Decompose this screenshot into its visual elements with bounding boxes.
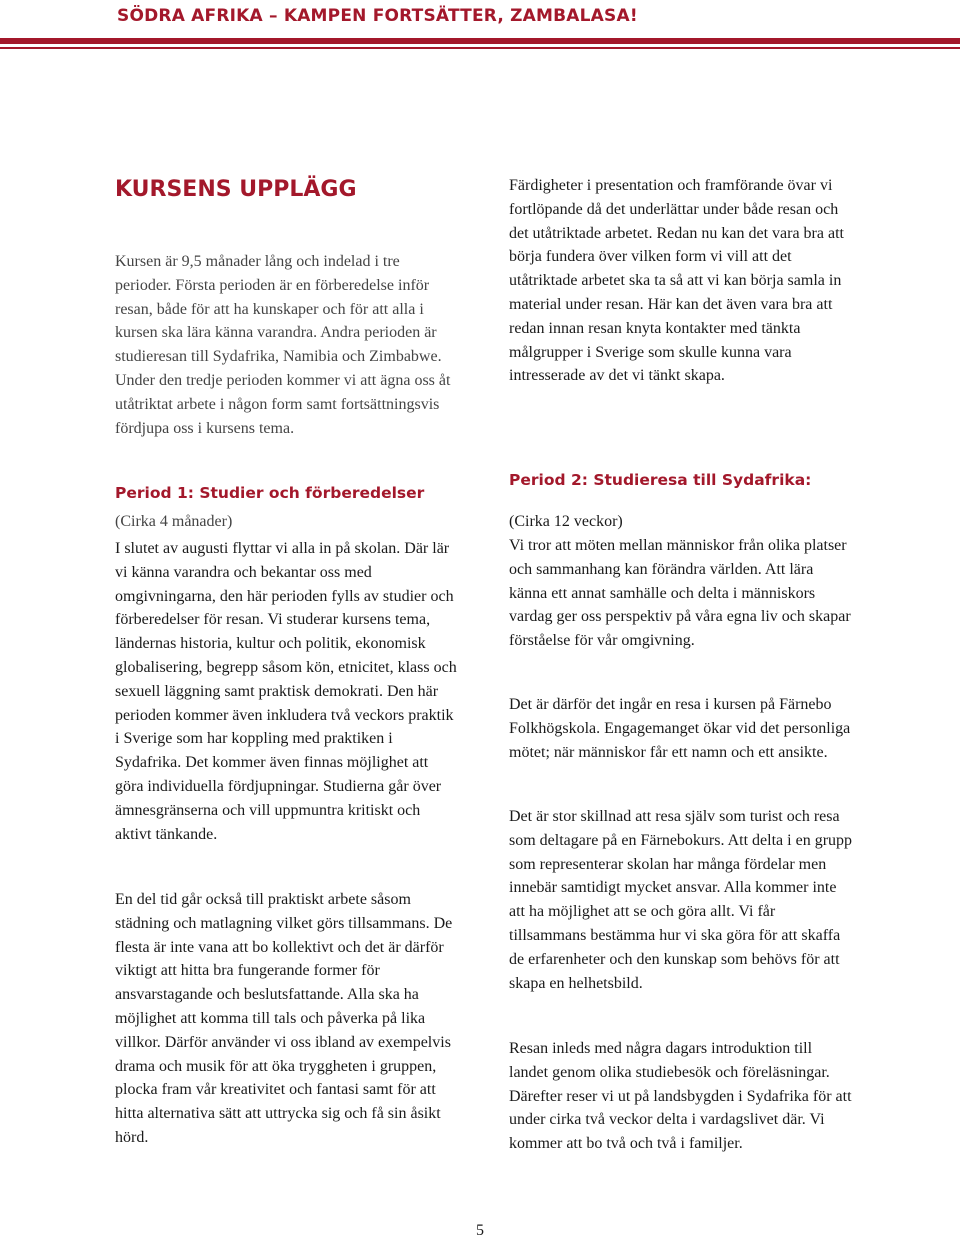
period2-paragraph-3: Det är stor skillnad att resa själv som turist och resa som deltagare på en Färnebokurs. Att delta i en grupp som representerar skolan har många fördelar men innebär samtidigt mycket ansvar. Alla kommer inte att ha möjlighet att se och göra allt. Vi får tillsammans bestämma hur vi ska göra för att skaffa de erfarenheter och den kunskap som behövs för att skapa en helhetsbild. bbox=[509, 808, 853, 992]
period2-duration: (Cirka 12 veckor) bbox=[509, 513, 623, 530]
page-header bbox=[0, 0, 960, 52]
period2-paragraph: Vi tror att möten mellan människor från olika platser och sammanhang kan förändra världen. Att lära känna ett annat samhälle och delta i människors vardag ger oss perspektiv på våra egna liv och skapar förståelse för vår omgivning. bbox=[509, 537, 851, 650]
period1-paragraph-2: En del tid går också till praktiskt arbete såsom städning och matlagning vilket görs tillsammans. De flesta är inte vana att bo kollektivt och det är därför viktigt att hitta bra fungerande former för ansvarstagande och beslutsfattande. Alla ska ha möjlighet att komma till tals och påverka på lika villkor. Därför använder vi oss ibland av exempelvis drama och musik för att öka tryggheten i gruppen, plocka fram vår kreativitet och fantasi samt för att hitta alternativa sätt att uttrycka sig och få sin åsikt hörd. bbox=[115, 891, 453, 1146]
header-rule-thin bbox=[0, 47, 960, 49]
right-intro-paragraph: Färdigheter i presentation och framförande övar vi fortlöpande då det underlättar under både resan och det utåtriktade arbetet. Redan nu kan det vara bra att börja fundera över vilken form vi vill att det utåtriktade arbetet ska ta så att vi kan börja samla in material under resan. Här kan det även vara bra att redan innan resan knyta kontakter med tänkta målgrupper i Sverige som skulle kunna vara intresserade av det vi tänkt skapa. bbox=[509, 177, 844, 385]
section-title: KURSENS UPPLÄGG bbox=[115, 177, 357, 202]
page-number: 5 bbox=[476, 1222, 484, 1239]
header-title: SÖDRA AFRIKA – KAMPEN FORTSÄTTER, ZAMBALASA! bbox=[117, 6, 638, 26]
period1-duration: (Cirka 4 månader) bbox=[115, 513, 233, 530]
period2-paragraph-4: Resan inleds med några dagars introduktion till landet genom olika studiebesök och föreläsningar. Därefter reser vi ut på landsbygden i Sydafrika för att under cirka två veckor delta i vardagslivet där. Vi kommer att bo två och två i familjer. bbox=[509, 1040, 852, 1153]
period2-paragraph-2: Det är därför det ingår en resa i kursen på Färnebo Folkhögskola. Engagemanget ökar vid det personliga mötet; när människor får ett namn och ett ansikte. bbox=[509, 696, 851, 761]
period2-heading: Period 2: Studieresa till Sydafrika: bbox=[509, 471, 812, 489]
header-rule-thick bbox=[0, 38, 960, 44]
period1-paragraph: I slutet av augusti flyttar vi alla in på skolan. Där lär vi känna varandra och bekantar oss med omgivningarna, den här perioden fylls av studier och förberedelser för resan. Vi studerar kursens tema, ländernas historia, kultur och politik, ekonomisk globalisering, begrepp såsom kön, etnicitet, klass och sexuell läggning samt praktisk demokrati. Den här perioden kommer även inkludera två veckors praktik i Sverige som har koppling med praktiken i Sydafrika. Det kommer även finnas möjlighet att göra individuella fördjupningar. Studierna går över ämnesgränserna och vill uppmuntra kritiskt och aktivt tänkande. bbox=[115, 540, 457, 843]
period1-heading: Period 1: Studier och förberedelser bbox=[115, 484, 425, 502]
intro-paragraph: Kursen är 9,5 månader lång och indelad i tre perioder. Första perioden är en förberedelse inför resan, både för att ha kunskaper och för att alla i kursen ska lära känna varandra. Andra perioden är studieresan till Sydafrika, Namibia och Zimbabwe. Under den tredje perioden kommer vi att ägna oss åt utåtriktat arbete i någon form samt fortsättningsvis fördjupa oss i kursens tema. bbox=[115, 253, 451, 437]
